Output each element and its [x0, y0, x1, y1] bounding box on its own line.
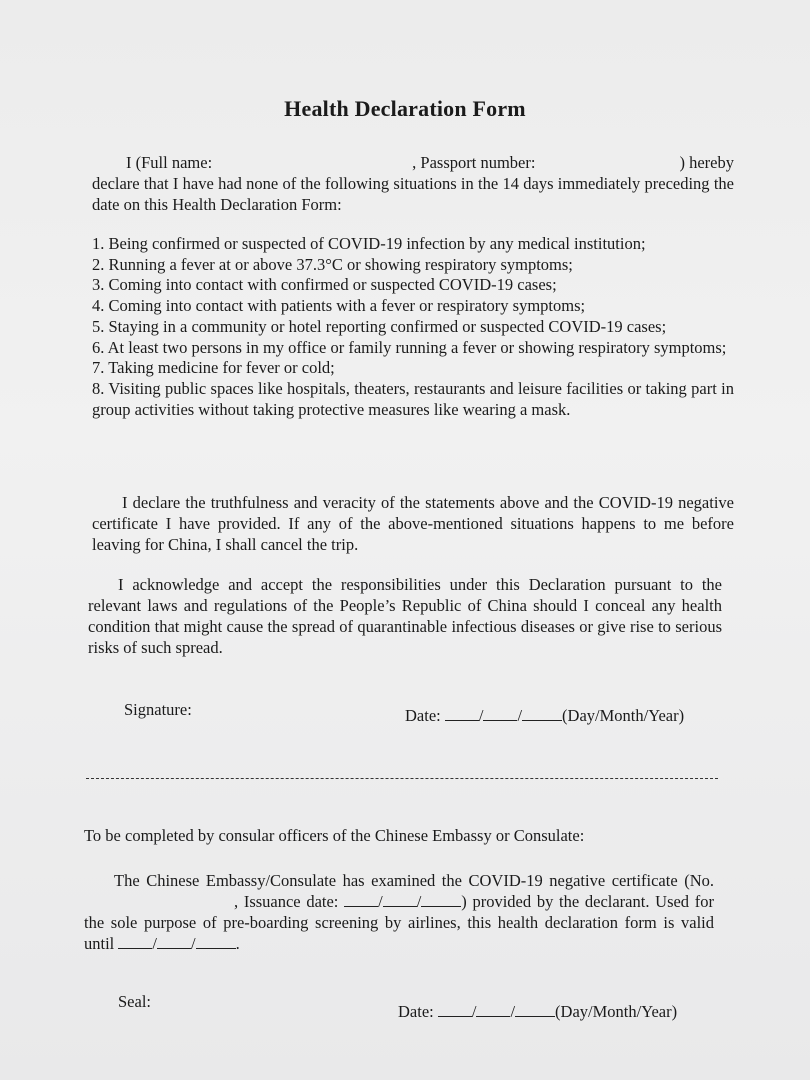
issuance-year-blank[interactable]: [421, 892, 461, 907]
hereby-text: ) hereby: [679, 153, 734, 172]
list-item: 5. Staying in a community or hotel reporting confirmed or suspected COVID-19 cases;: [92, 316, 667, 336]
declaration-responsibilities: I acknowledge and accept the responsibilities under this Declaration pursuant to the relevant laws and regulations of the People’s Republic of China should I conceal any health condition that might cause the spread of quarantinable infectious diseases or give rise to serious risks of such spread.: [88, 575, 722, 657]
seal-day-blank[interactable]: [438, 1002, 472, 1017]
valid-year-blank[interactable]: [196, 934, 236, 949]
situations-list: [92, 234, 734, 420]
seal-date-format-hint: (Day/Month/Year): [555, 1002, 678, 1021]
date-format-hint: (Day/Month/Year): [562, 706, 685, 725]
seal-date: Date: / / (Day/Month/Year): [398, 1002, 678, 1021]
consular-paragraph: [84, 870, 714, 954]
passport-number-label: , Passport number:: [412, 153, 536, 172]
month-blank[interactable]: [483, 706, 517, 721]
seal-month-blank[interactable]: [476, 1002, 510, 1017]
day-blank[interactable]: [445, 706, 479, 721]
intro-rest: declare that I have had none of the following situations in the 14 days immediately preceding the date on this Health Declaration Form:: [92, 174, 734, 214]
signature-label: Signature:: [124, 700, 192, 719]
valid-day-blank[interactable]: [118, 934, 152, 949]
signature-date: Date: / / (Day/Month/Year): [405, 706, 685, 725]
list-item: 6. At least two persons in my office or family running a fever or showing respiratory symptoms;: [92, 337, 727, 357]
issuance-month-blank[interactable]: [383, 892, 417, 907]
cut-line-divider: [86, 778, 718, 779]
list-item: 3. Coming into contact with confirmed or suspected COVID-19 cases;: [92, 275, 557, 295]
page-title: Health Declaration Form: [284, 96, 526, 121]
list-item: 2. Running a fever at or above 37.3°C or showing respiratory symptoms;: [92, 254, 573, 274]
seal-year-blank[interactable]: [515, 1002, 555, 1017]
consular-text-3: ) provided by the declarant. Used for the sole purpose of pre-boarding screening by airlines, this health declaration form is valid until: [84, 892, 714, 953]
list-item: 7. Taking medicine for fever or cold;: [92, 358, 335, 378]
consular-text-2: , Issuance date:: [234, 892, 339, 911]
consular-text-4: .: [235, 934, 240, 953]
full-name-label: I (Full name:: [126, 153, 213, 172]
list-item: 8. Visiting public spaces like hospitals, theaters, restaurants and leisure facilities or taking part in group activities without taking protective measures like wearing a mask.: [92, 378, 734, 419]
issuance-day-blank[interactable]: [344, 892, 378, 907]
intro-paragraph: [92, 152, 734, 215]
seal-label: Seal:: [118, 992, 151, 1011]
list-item: 4. Coming into contact with patients with a fever or respiratory symptoms;: [92, 296, 586, 316]
consular-text-1: The Chinese Embassy/Consulate has examined the COVID-19 negative certificate (No.: [114, 871, 714, 890]
intro-first-line: [92, 152, 734, 173]
year-blank[interactable]: [522, 706, 562, 721]
signature-date-label: Date:: [405, 706, 441, 725]
consular-heading: To be completed by consular officers of the Chinese Embassy or Consulate:: [84, 826, 585, 845]
seal-date-label: Date:: [398, 1002, 434, 1021]
declaration-truthfulness: I declare the truthfulness and veracity of the statements above and the COVID-19 negative certificate I have provided. If any of the above-mentioned situations happens to me before leaving for China, I shall cancel the trip.: [92, 493, 734, 554]
valid-month-blank[interactable]: [157, 934, 191, 949]
consular-text: The Chinese Embassy/Consulate has examined the COVID-19 negative certificate (No., Issuance date: / / ) provided by the declarant. Used for the sole purpose of pre-boarding screening by airlines, this health declaration form is valid until / / .: [84, 871, 714, 953]
list-item: 1. Being confirmed or suspected of COVID-19 infection by any medical institution;: [92, 234, 646, 253]
